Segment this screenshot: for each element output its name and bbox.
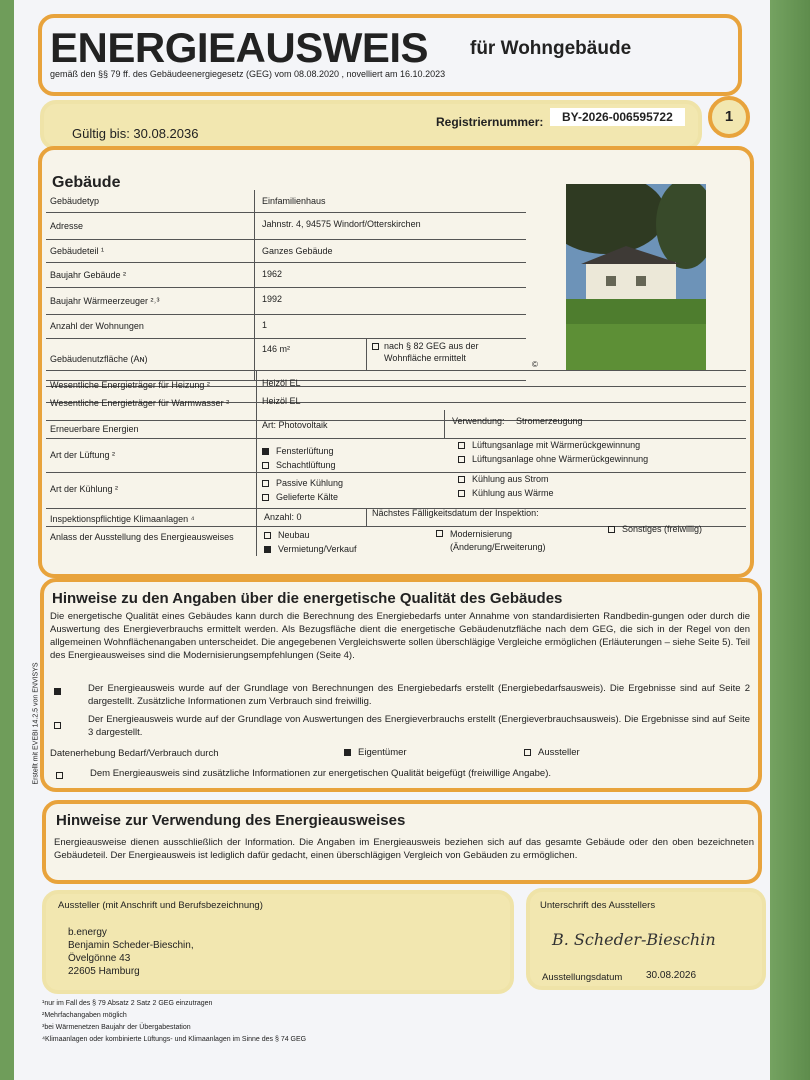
row-divider [254,288,255,314]
cooling-option: Passive Kühlung [276,478,344,488]
footnotes [42,998,306,1046]
software-side-label: Erstellt mit EVEBI 14.2.5 von ENVISYS [32,662,40,785]
warmwater-value: Heizöl EL [262,396,301,406]
data-collection-label: Datenerhebung Bedarf/Verbrauch durch [50,748,219,759]
cooling-option: Kühlung aus Wärme [472,488,554,498]
issue-date: 30.08.2026 [646,970,697,981]
reason-option: Neubau [278,530,310,540]
row-value: Ganzes Gebäude [262,246,333,256]
renewable-label: Erneuerbare Energien [50,424,139,434]
certificate-subtitle: gemäß den §§ 79 ff. des Gebäudeenergiegesetz (GEG) vom 08.08.2020 , novelliert am 16.10.2023 [50,69,446,79]
checkbox-reason[interactable] [436,530,443,537]
additional-info-label: Dem Energieausweis sind zusätzliche Informationen zur energetischen Qualität beigefügt (freiwillige Angabe). [90,768,552,779]
row-label: Baujahr Gebäude ² [50,270,127,280]
owner-label: Eigentümer [358,747,407,758]
row-value: 146 m² [262,344,291,354]
row-divider [46,472,746,473]
row-label: Gebäudeteil ¹ [50,246,105,256]
issuer-label: Aussteller [538,747,580,758]
certificate-title-suffix: für Wohngebäude [470,38,632,59]
row-value: 1962 [262,269,283,279]
building-row [46,263,526,288]
valid-until: Gültig bis: 30.08.2036 [72,126,199,141]
row-value: 1992 [262,294,283,304]
row-value: 1 [262,320,268,330]
checkbox-owner[interactable] [344,749,351,756]
reason-option: Modernisierung (Änderung/Erweiterung) [450,529,546,552]
row-divider [254,240,255,262]
row-value: Jahnstr. 4, 94575 Windorf/Otterskirchen [262,219,421,229]
row-divider [254,338,255,380]
ventilation-label: Art der Lüftung ² [50,450,116,460]
heating-value: Heizöl EL [262,378,301,388]
column-divider [366,508,367,526]
building-row [46,314,526,339]
column-divider [256,370,257,556]
reason-option: Vermietung/Verkauf [278,544,357,554]
checkbox-reason[interactable] [264,532,271,539]
cooling-option: Kühlung aus Strom [472,474,549,484]
ac-count: Anzahl: 0 [264,512,302,522]
column-divider [366,338,367,370]
row-label: Gebäudenutzfläche (Aɴ) [50,354,148,364]
building-section-title: Gebäude [52,174,121,191]
validity-box [40,100,702,150]
row-label: Gebäudetyp [50,196,100,206]
footnote: ⁴Klimaanlagen oder kombinierte Lüftungs- und Klimaanlagen im Sinne des § 74 GEG [42,1036,307,1043]
checkbox-demand[interactable] [54,688,61,695]
row-label: Adresse [50,221,84,231]
checkbox-area-option[interactable] [372,343,379,350]
warmwater-label: Wesentliche Energieträger für Warmwasser ² [50,398,230,408]
checkbox-ventilation[interactable] [458,456,465,463]
notes-option-consumption: Der Energieausweis wurde auf der Grundlage von Auswertungen des Energieverbrauchs erstellt (Energieverbrauchsausweis). Die Ergebnisse sind auf Seite 3 dargestellt. [88,714,750,738]
row-divider [254,263,255,287]
software-side-text [33,654,40,794]
area-option-label: nach § 82 GEG aus der Wohnfläche ermittelt [384,341,479,363]
cooling-label: Art der Kühlung ² [50,484,119,494]
photo-copyright: © [532,360,538,369]
footnote: ¹nur im Fall des § 79 Absatz 2 Satz 2 GEG einzutragen [42,1000,213,1007]
renewable-use-label: Verwendung: [452,416,505,426]
building-row [46,213,526,240]
checkbox-cooling[interactable] [262,480,269,487]
cooling-option: Gelieferte Kälte [276,492,339,502]
issuer-line: b.energy [68,927,107,938]
row-label: Baujahr Wärmeerzeuger ²˒³ [50,296,160,306]
building-row [46,190,526,213]
checkbox-ventilation[interactable] [262,448,269,455]
house-photo-graphic [566,184,706,370]
header-box [38,14,742,96]
checkbox-additional-info[interactable] [56,772,63,779]
signature: B. Scheder-Bieschin [552,930,716,949]
building-row [46,240,526,263]
registration-number: BY-2026-006595722 [550,108,685,126]
page-number: 1 [724,108,734,125]
ventilation-option: Fensterlüftung [276,446,334,456]
footnote: ³bei Wärmenetzen Baujahr der Übergabestation [42,1024,191,1031]
row-divider [46,420,746,421]
row-divider [254,190,255,212]
usage-text: Energieausweise dienen ausschließlich der Information. Die Angaben im Energieausweis beziehen sich auf das gesamte Gebäude oder den oben bezeichneten Gebäudeteil. Der Energieausweis ist lediglich dafür gedacht, einen überschlägigen Vergleich von Gebäuden zu ermöglichen. [54,837,754,861]
notes-option-demand: Der Energieausweis wurde auf der Grundlage von Berechnungen des Energiebedarfs erstellt (Energiebedarfsausweis). Die Ergebnisse sind auf Seite 2 dargestellt. Zusätzliche Informationen zum Verbrauch sind freiwillig. [88,683,750,707]
issuer-line: 22605 Hamburg [68,966,140,977]
column-divider [444,410,445,438]
heating-label: Wesentliche Energieträger für Heizung ² [50,380,210,390]
issue-date-label: Ausstellungsdatum [542,972,623,983]
renewable-use: Stromerzeugung [516,416,583,426]
checkbox-issuer[interactable] [524,749,531,756]
issuer-line: Benjamin Scheder-Bieschin, [68,940,194,951]
row-divider [46,438,746,439]
reason-option: Sonstiges (freiwillig) [622,524,703,534]
reason-label: Anlass der Ausstellung des Energieausweises [50,532,234,542]
issuer-line: Övelgönne 43 [68,953,131,964]
issuer-label-text: Aussteller (mit Anschrift und Berufsbezeichnung) [58,900,263,911]
page-number-badge [708,96,750,138]
building-row [46,288,526,315]
checkbox-ventilation[interactable] [262,462,269,469]
signature-label: Unterschrift des Ausstellers [540,900,656,911]
registration-label: Registriernummer: [436,115,544,129]
row-divider [46,370,746,371]
usage-title: Hinweise zur Verwendung des Energieausweises [56,812,406,829]
notes-title: Hinweise zu den Angaben über die energetische Qualität des Gebäudes [52,590,563,607]
checkbox-reason[interactable] [264,546,271,553]
checkbox-cooling[interactable] [458,490,465,497]
issuer-address [68,926,194,978]
ac-label: Inspektionspflichtige Klimaanlagen ⁴ [50,514,195,524]
ventilation-option: Lüftungsanlage mit Wärmerückgewinnung [472,440,641,450]
checkbox-cooling[interactable] [262,494,269,501]
checkbox-cooling[interactable] [458,476,465,483]
renewable-type: Art: Photovoltaik [262,420,328,430]
notes-intro: Die energetische Qualität eines Gebäudes kann durch die Berechnung des Energiebedarfs unter Annahme von standardisierten Randbedin-gungen oder durch die Auswertung des Energieverbrauchs ermittelt werden. Als Bezugsfläche dient die energetische Gebäudenutzfläche nach dem GEG, die sich in der Regel von den allgemeinen Wohnflächenangaben unterscheidet. Die angegebenen Vergleichswerte sollen überschlägige Vergleiche ermöglichen (Erläuterungen – siehe Seite 5). Teil des Energieausweises sind die Modernisierungsempfehlungen (Seite 4). [50,611,750,661]
certificate-title: ENERGIEAUSWEIS [50,24,429,71]
ventilation-option: Lüftungsanlage ohne Wärmerückgewinnung [472,454,649,464]
row-divider [254,314,255,338]
checkbox-ventilation[interactable] [458,442,465,449]
building-photo [566,184,706,370]
issuer-box [42,890,514,994]
signature-box [526,888,766,990]
checkbox-consumption[interactable] [54,722,61,729]
row-divider [254,213,255,239]
ventilation-option: Schachtlüftung [276,460,336,470]
row-value: Einfamilienhaus [262,196,326,206]
row-label: Anzahl der Wohnungen [50,321,144,331]
footnote: ²Mehrfachangaben möglich [42,1012,127,1019]
ac-next-date: Nächstes Fälligkeitsdatum der Inspektion: [372,508,539,518]
checkbox-reason[interactable] [608,526,615,533]
